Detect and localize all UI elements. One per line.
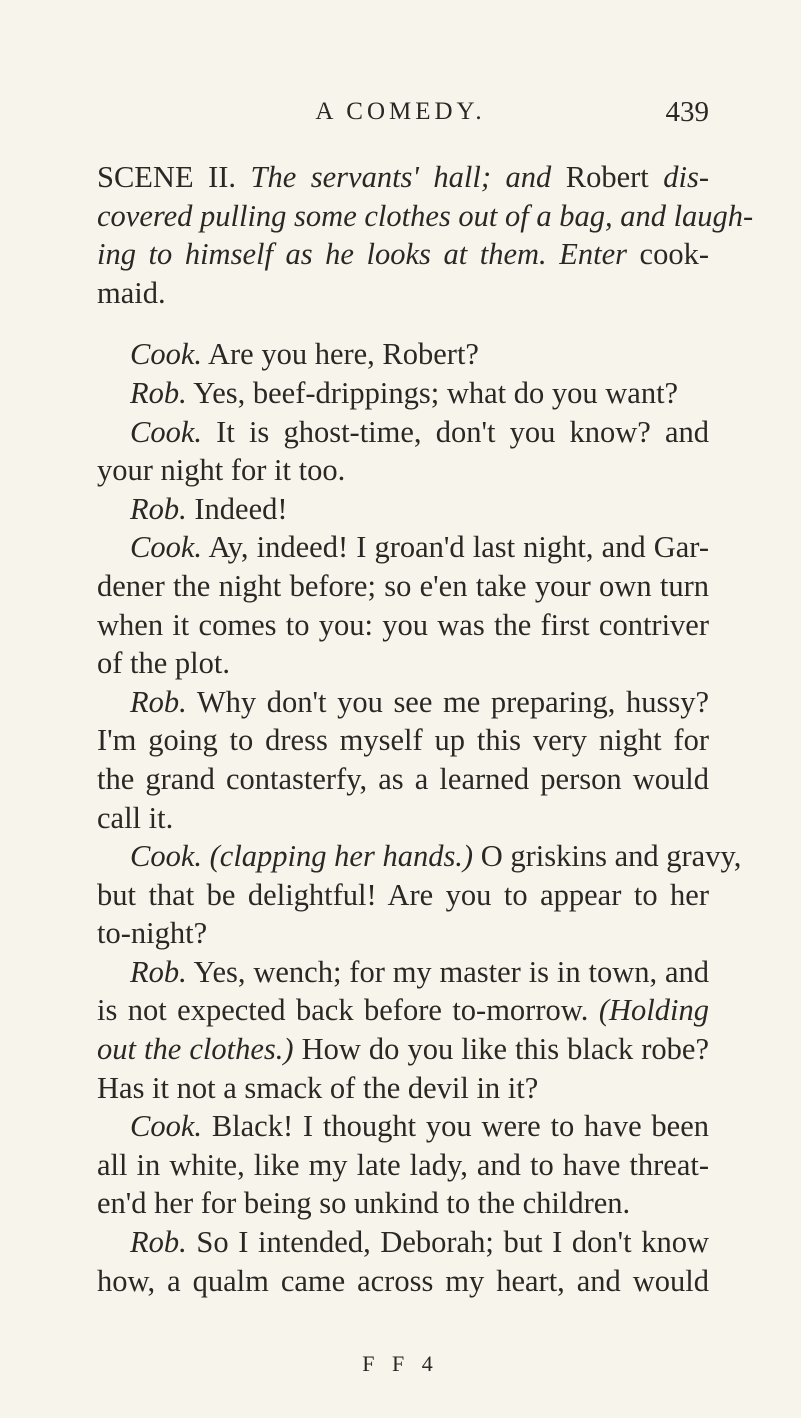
dialogue-line bbox=[97, 914, 709, 953]
speech-text: when it comes to you: you was the first contriver bbox=[97, 607, 709, 642]
speaker-label: Cook. bbox=[130, 414, 203, 449]
speech-text: Are you here, Robert? bbox=[207, 337, 479, 372]
stage-direction: dis- bbox=[663, 160, 709, 194]
speech-text: Yes, wench; for my master is in town, and bbox=[193, 954, 709, 989]
scene-heading-line bbox=[97, 197, 754, 236]
stage-direction: The servants' hall; bbox=[250, 160, 492, 194]
scene-number: SCENE II. bbox=[97, 160, 237, 194]
stage-direction: (Holding bbox=[598, 993, 709, 1028]
stage-direction: out the clothes.) bbox=[97, 1032, 294, 1067]
dialogue-line bbox=[97, 1262, 709, 1301]
dialogue-line bbox=[97, 335, 709, 374]
dialogue-line bbox=[97, 953, 709, 992]
speech-text: dener the night before; so e'en take your own turn bbox=[97, 568, 709, 603]
speech-text: how, a qualm came across my heart, and would bbox=[97, 1263, 709, 1298]
speech-text: Yes, beef-drippings; what do you want? bbox=[193, 375, 679, 410]
speech-text: So I intended, Deborah; but I don't know bbox=[196, 1225, 710, 1260]
dialogue-line bbox=[97, 490, 709, 529]
dialogue-line bbox=[97, 1069, 709, 1108]
dialogue-line bbox=[97, 1107, 709, 1146]
dialogue-line bbox=[97, 876, 709, 915]
running-head bbox=[0, 98, 801, 138]
speech-text: I'm going to dress myself up this very night for bbox=[97, 723, 709, 758]
stage-direction: cook- bbox=[639, 237, 709, 272]
stage-direction: maid. bbox=[97, 275, 166, 310]
dialogue-line bbox=[97, 606, 709, 645]
stage-direction: covered pulling some clothes out of a bag, and laugh- bbox=[97, 198, 754, 233]
speech-text: the grand contasterfy, as a learned person would bbox=[97, 761, 709, 796]
character-name: Robert bbox=[565, 160, 649, 194]
scene-heading-line bbox=[97, 235, 709, 274]
dialogue-line bbox=[97, 799, 709, 838]
speech-text: is not expected back before to-morrow. bbox=[97, 993, 589, 1028]
dialogue-line bbox=[97, 683, 709, 722]
spacer bbox=[97, 312, 709, 335]
dialogue-line bbox=[97, 528, 709, 567]
stage-direction: and bbox=[505, 160, 552, 194]
dialogue-line bbox=[97, 567, 709, 606]
speaker-label: Rob. bbox=[130, 491, 187, 526]
speech-text: It is ghost-time, don't you know? and bbox=[216, 414, 709, 449]
speaker-label: Rob. bbox=[130, 1225, 187, 1260]
speech-text: all in white, like my late lady, and to have threat- bbox=[97, 1147, 709, 1182]
speech-text: to-night? bbox=[97, 916, 208, 951]
speaker-label: Rob. bbox=[130, 375, 187, 410]
dialogue-line bbox=[97, 760, 709, 799]
dialogue-line bbox=[97, 1146, 709, 1185]
signature-mark: F F 4 bbox=[362, 1351, 439, 1376]
dialogue-line bbox=[97, 413, 709, 452]
speaker-label: Rob. bbox=[130, 684, 187, 719]
dialogue-line bbox=[97, 1223, 709, 1262]
speech-text: Ay, indeed! I groan'd last night, and Gar- bbox=[208, 530, 709, 565]
dialogue-line bbox=[97, 451, 709, 490]
dialogue-line bbox=[97, 991, 709, 1030]
speech-text: Has it not a smack of the devil in it? bbox=[97, 1070, 539, 1105]
dialogue-line bbox=[97, 721, 709, 760]
speaker-label: Cook. bbox=[130, 530, 203, 565]
page-number: 439 bbox=[665, 96, 709, 128]
running-title: A COMEDY. bbox=[315, 98, 486, 125]
speech-text: call it. bbox=[97, 800, 174, 835]
stage-direction: Enter bbox=[559, 237, 627, 272]
dialogue-line bbox=[97, 644, 709, 683]
dialogue-line bbox=[97, 374, 709, 413]
speech-text: Why don't you see me preparing, hussy? bbox=[196, 684, 710, 719]
speech-text: but that be delightful! Are you to appear to her bbox=[97, 877, 709, 912]
dialogue-line bbox=[97, 1030, 709, 1069]
dialogue-line bbox=[97, 1184, 709, 1223]
speech-text: Indeed! bbox=[194, 491, 288, 526]
speaker-label: Cook. bbox=[130, 337, 203, 372]
speaker-label: Rob. bbox=[130, 954, 187, 989]
speech-text: How do you like this black robe? bbox=[301, 1032, 710, 1067]
speaker-label: Cook. bbox=[130, 1109, 203, 1144]
speech-text: of the plot. bbox=[97, 646, 230, 681]
scene-heading-line bbox=[97, 274, 709, 313]
text-body bbox=[97, 158, 754, 1300]
stage-direction: ing to himself as he looks at them. bbox=[97, 237, 547, 272]
scene-heading-line bbox=[97, 158, 709, 197]
speaker-label: Cook. bbox=[130, 839, 203, 874]
stage-direction: (clapping her hands.) bbox=[209, 839, 474, 874]
speech-text: Black! I thought you were to have been bbox=[211, 1109, 709, 1144]
speech-text: O griskins and gravy, bbox=[480, 839, 742, 874]
speech-text: your night for it too. bbox=[97, 453, 346, 488]
dialogue-line bbox=[97, 837, 742, 876]
speech-text: en'd her for being so unkind to the children. bbox=[97, 1186, 631, 1221]
